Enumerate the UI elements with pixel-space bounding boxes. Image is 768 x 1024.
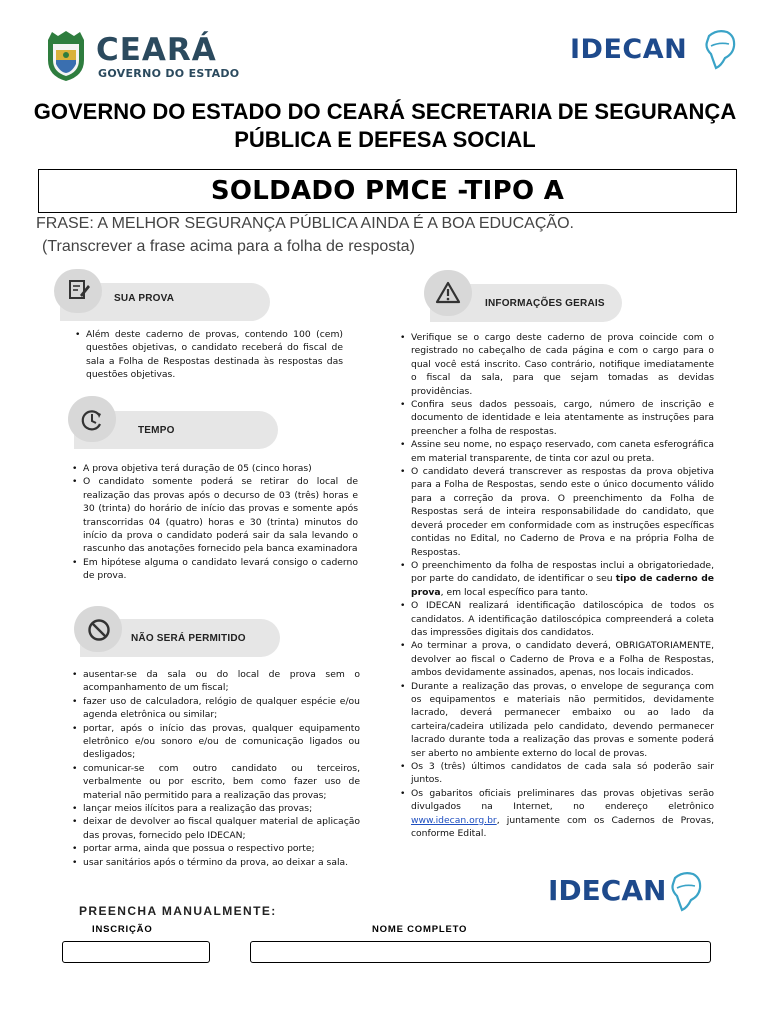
inscricao-field[interactable] — [62, 941, 210, 963]
list-item: • portar, após o início das provas, qualquer equipamento eletrônico e/ou sonoro e/ou de comunicação ligados ou desligados; — [72, 722, 360, 762]
transcrever-instruction: (Transcrever a frase acima para a folha de resposta) — [42, 238, 415, 255]
informacoes-text — [400, 331, 714, 840]
idecan-logo-top — [570, 28, 740, 72]
list-item — [400, 787, 714, 841]
brazil-map-icon — [703, 28, 737, 70]
brazil-map-icon — [668, 870, 704, 912]
nome-completo-label: NOME COMPLETO — [372, 924, 468, 935]
list-item: • usar sanitários após o término da prova, ao deixar a sala. — [72, 856, 360, 869]
list-item: • lançar meios ilícitos para a realização das provas; — [72, 802, 360, 815]
list-item: • Ao terminar a prova, o candidato deverá, OBRIGATORIAMENTE, devolver ao fiscal o Caderno de Prova e a Folha de Respostas, ambos devidamente assinados, apenas, nos locais indicados. — [400, 639, 714, 679]
frase-text: FRASE: A MELHOR SEGURANÇA PÚBLICA AINDA É A BOA EDUCAÇÃO. — [36, 215, 574, 232]
tempo-text — [72, 462, 358, 583]
idecan-logo-text: IDECAN — [548, 874, 667, 907]
section-label-sua-prova: SUA PROVA — [114, 293, 175, 304]
list-item-text: Os gabaritos oficiais preliminares das provas objetivas serão divulgados na Internet, no endereço eletrônico — [411, 787, 714, 813]
list-item: • comunicar-se com outro candidato ou terceiros, verbalmente ou por escrito, bem como fazer uso de material não permitido para a realização das provas; — [72, 762, 360, 802]
list-item: • Em hipótese alguma o candidato levará consigo o caderno de prova. — [72, 556, 358, 583]
edit-document-icon — [66, 277, 92, 303]
list-item: • A prova objetiva terá duração de 05 (cinco horas) — [72, 462, 358, 475]
idecan-logo-bottom — [548, 870, 708, 914]
list-item: • Confira seus dados pessoais, cargo, número de inscrição e documento de identidade e leia atentamente as instruções para preencher a folha de respostas. — [400, 398, 714, 438]
ceara-logo-subtitle: GOVERNO DO ESTADO — [98, 67, 240, 80]
exam-type-box — [38, 169, 737, 213]
list-item: • fazer uso de calculadora, relógio de qualquer espécie e/ou agenda eletrônica ou similar; — [72, 695, 360, 722]
sua-prova-text — [75, 328, 343, 382]
list-item: • Verifique se o cargo deste caderno de prova coincide com o registrado no cabeçalho de cada página e com o cargo para o qual você está inscrito. Caso contrário, notifique imediatamente o fiscal da sala, para que sejam tomadas as devidas providências. — [400, 331, 714, 398]
nome-completo-field[interactable] — [250, 941, 711, 963]
nao-permitido-text — [72, 668, 360, 869]
list-item — [400, 559, 714, 599]
list-item-text: O preenchimento da folha de respostas inclui a obrigatoriedade, por parte do candidato, de identificar o seu — [411, 559, 714, 585]
page-title: GOVERNO DO ESTADO DO CEARÁ SECRETARIA DE SEGURANÇA PÚBLICA E DEFESA SOCIAL — [33, 99, 737, 152]
preencha-heading: PREENCHA MANUALMENTE: — [79, 904, 277, 918]
list-item: • ausentar-se da sala ou do local de prova sem o acompanhamento de um fiscal; — [72, 668, 360, 695]
list-item: • Durante a realização das provas, o envelope de segurança com os equipamentos e materiais não permitidos, devidamente lacrado, deverá permanecer embaixo ou ao lado da carteira/cadeira utilizada pelo candidato, devendo permanecer lacrado durante toda a realização das provas e somente poderá ser aberto no ambiente externo do local de provas. — [400, 680, 714, 760]
list-item: • O candidato deverá transcrever as respostas da prova objetiva para a Folha de Respostas, sendo este o único documento válido para a correção da prova. O preenchimento da Folha de Respostas será de inteira responsabilidade do candidato, que deverá proceder em conformidade com as instruções específicas contidas no Edital, no Caderno de Prova e na própria Folha de Respostas. — [400, 465, 714, 559]
ceara-logo — [44, 30, 244, 84]
tipo-caderno-emphasis: tipo de caderno de prova — [411, 573, 715, 598]
ceara-logo-name: CEARÁ — [96, 32, 217, 68]
link-rest-text: , juntamente com os Cadernos de Provas, conforme Edital. — [411, 814, 714, 840]
clock-icon — [79, 407, 105, 433]
tipo-caderno-rest: , em local específico para tanto. — [440, 586, 589, 598]
section-label-informacoes: INFORMAÇÕES GERAIS — [485, 298, 605, 309]
list-item: • Assine seu nome, no espaço reservado, com caneta esferográfica em material transparente, de tinta cor azul ou preta. — [400, 438, 714, 465]
section-label-tempo: TEMPO — [138, 425, 175, 436]
list-item: • Os 3 (três) últimos candidatos de cada sala só poderão sair juntos. — [400, 760, 714, 787]
ceara-shield-icon — [44, 30, 88, 82]
list-item: • O IDECAN realizará identificação datiloscópica de todos os candidatos. A identificação datiloscópica compreenderá a coleta das impressões digitais dos candidatos. — [400, 599, 714, 639]
warning-icon — [435, 281, 461, 305]
inscricao-label: INSCRIÇÃO — [92, 924, 153, 935]
list-item: • deixar de devolver ao fiscal qualquer material de aplicação das provas, fornecido pelo IDECAN; — [72, 815, 360, 842]
list-item: • portar arma, ainda que possua o respectivo porte; — [72, 842, 360, 855]
list-item: • Além deste caderno de provas, contendo 100 (cem) questões objetivas, o candidato receberá do fiscal de sala a Folha de Respostas destinada às respostas das questões objetivas. — [75, 328, 343, 382]
list-item: • O candidato somente poderá se retirar do local de realização das provas após o decurso de 03 (três) horas e 30 (trinta) do horário de início das provas e somente após transcorridas 04 (quatro) horas e 30 (trinta) minutos do início da prova o candidato poderá sair da sala levando o rascunho das anotações fornecido pela banca examinadora — [72, 475, 358, 555]
exam-type-label: SOLDADO PMCE -TIPO A — [210, 176, 565, 206]
prohibited-icon — [86, 617, 112, 643]
idecan-logo-text: IDECAN — [570, 34, 688, 65]
idecan-website-link[interactable]: www.idecan.org.br — [411, 814, 497, 826]
section-label-nao-permitido: NÃO SERÁ PERMITIDO — [131, 633, 246, 644]
